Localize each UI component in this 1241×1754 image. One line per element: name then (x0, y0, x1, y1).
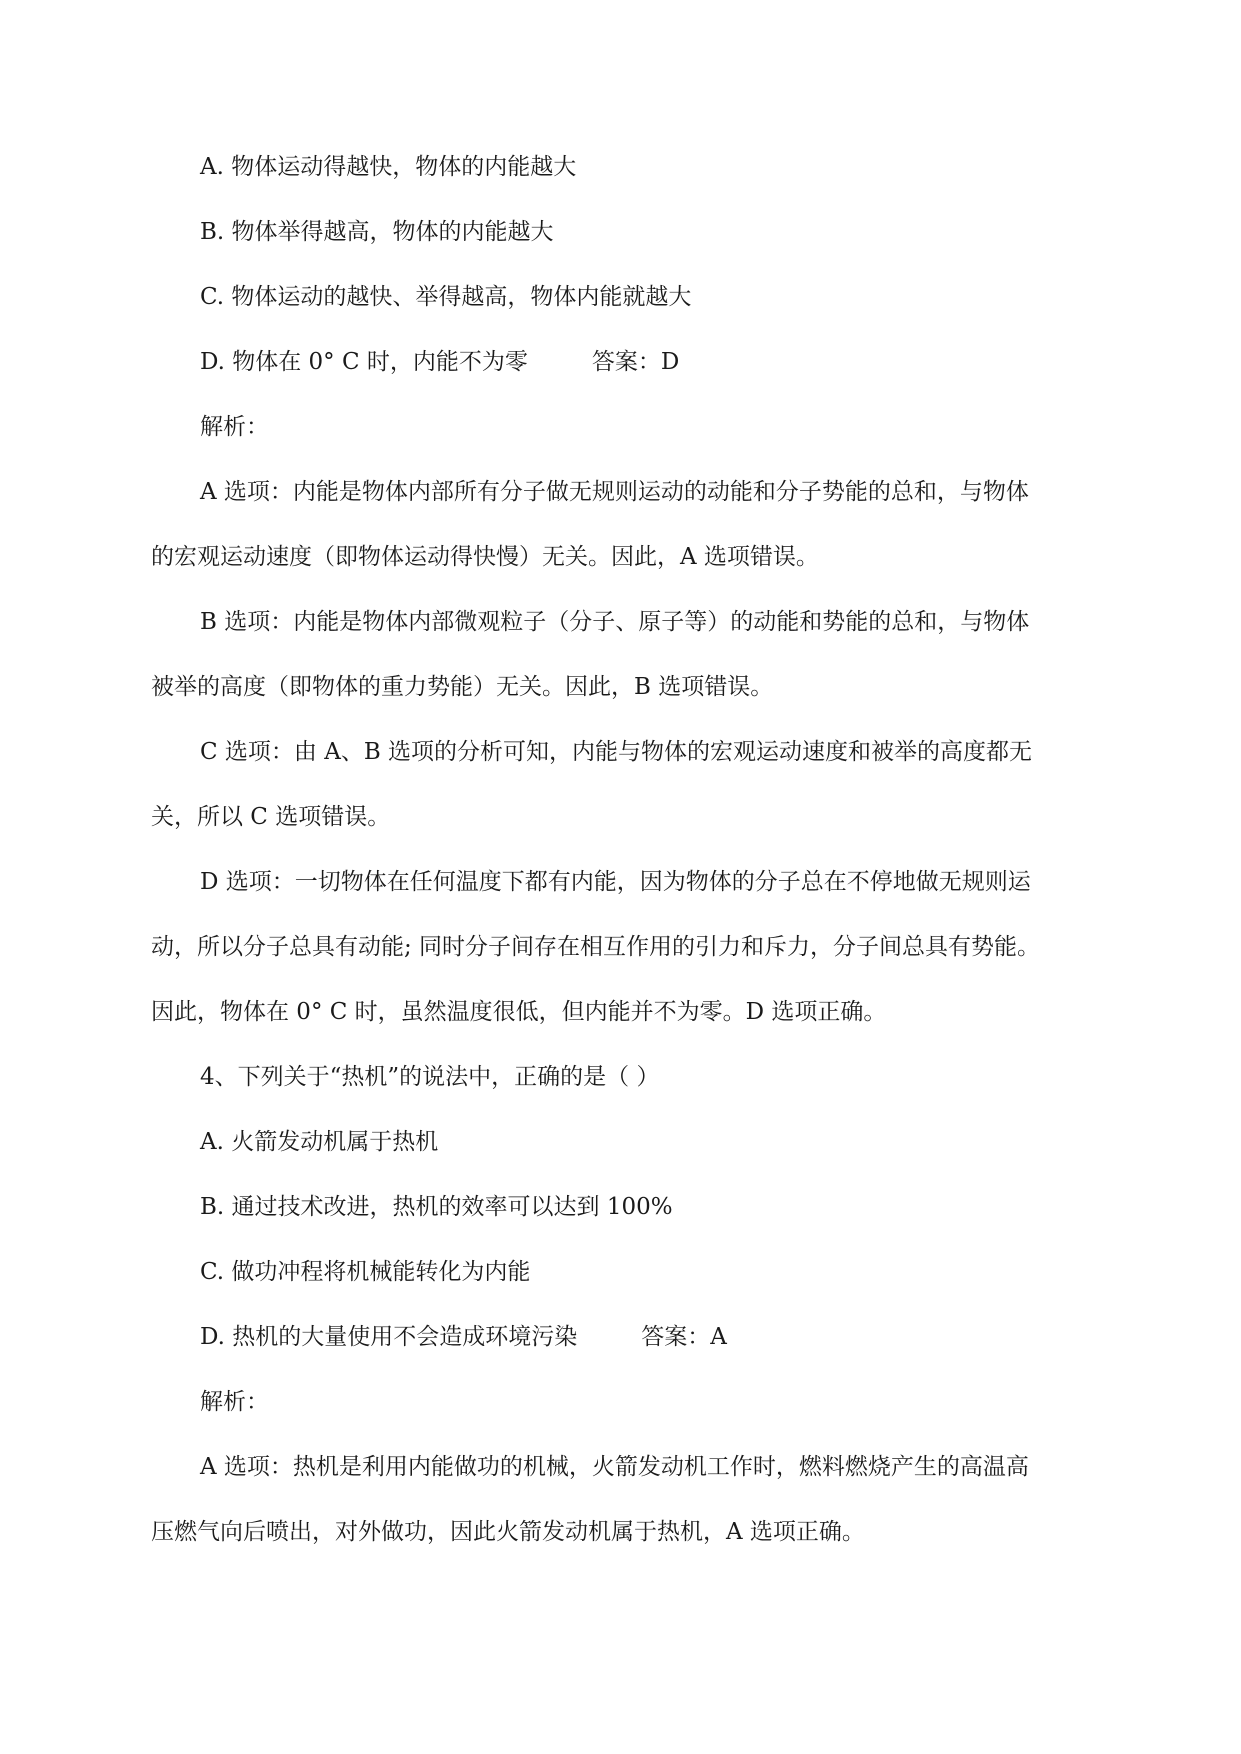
q3-option-d-line (200, 347, 679, 377)
q4-option-d-line (200, 1322, 727, 1352)
q4-option-a: A. 火箭发动机属于热机 (200, 1129, 439, 1155)
q3-analysis-a-line-1: A 选项：内能是物体内部所有分子做无规则运动的动能和分子势能的总和，与物体 (200, 479, 1029, 505)
q3-analysis-label: 解析： (200, 414, 269, 440)
q3-analysis-b-line-2: 被举的高度（即物体的重力势能）无关。因此，B 选项错误。 (151, 674, 774, 700)
q3-answer: 答案：D (591, 349, 680, 375)
q3-analysis-d-line-1: D 选项：一切物体在任何温度下都有内能，因为物体的分子总在不停地做无规则运 (200, 869, 1031, 895)
q3-option-d: D. 物体在 0° C 时，内能不为零 (200, 349, 528, 375)
q4-option-c: C. 做功冲程将机械能转化为内能 (200, 1259, 531, 1285)
q3-option-c: C. 物体运动的越快、举得越高，物体内能就越大 (200, 284, 692, 310)
q3-analysis-c-line-1: C 选项：由 A、B 选项的分析可知，内能与物体的宏观运动速度和被举的高度都无 (200, 739, 1033, 765)
q3-analysis-d-line-2: 动，所以分子总具有动能; 同时分子间存在相互作用的引力和斥力，分子间总具有势能。 (151, 934, 1041, 960)
q4-stem: 4、下列关于“热机”的说法中，正确的是（ ） (200, 1064, 660, 1090)
q4-analysis-a-line-1: A 选项：热机是利用内能做功的机械，火箭发动机工作时，燃料燃烧产生的高温高 (200, 1454, 1029, 1480)
q3-analysis-c-line-2: 关，所以 C 选项错误。 (151, 804, 391, 830)
q3-option-a: A. 物体运动得越快，物体的内能越大 (200, 154, 577, 180)
q3-analysis-a-line-2: 的宏观运动速度（即物体运动得快慢）无关。因此，A 选项错误。 (151, 544, 819, 570)
q3-analysis-b-line-1: B 选项：内能是物体内部微观粒子（分子、原子等）的动能和势能的总和，与物体 (200, 609, 1030, 635)
q4-option-d: D. 热机的大量使用不会造成环境污染 (200, 1324, 578, 1350)
q3-option-b: B. 物体举得越高，物体的内能越大 (200, 219, 554, 245)
q4-analysis-a-line-2: 压燃气向后喷出，对外做功，因此火箭发动机属于热机，A 选项正确。 (151, 1519, 865, 1545)
q4-analysis-label: 解析： (200, 1389, 269, 1415)
q4-answer: 答案：A (641, 1324, 727, 1350)
q4-option-b: B. 通过技术改进，热机的效率可以达到 100% (200, 1194, 673, 1220)
q3-analysis-d-line-3: 因此，物体在 0° C 时，虽然温度很低，但内能并不为零。D 选项正确。 (151, 999, 887, 1025)
